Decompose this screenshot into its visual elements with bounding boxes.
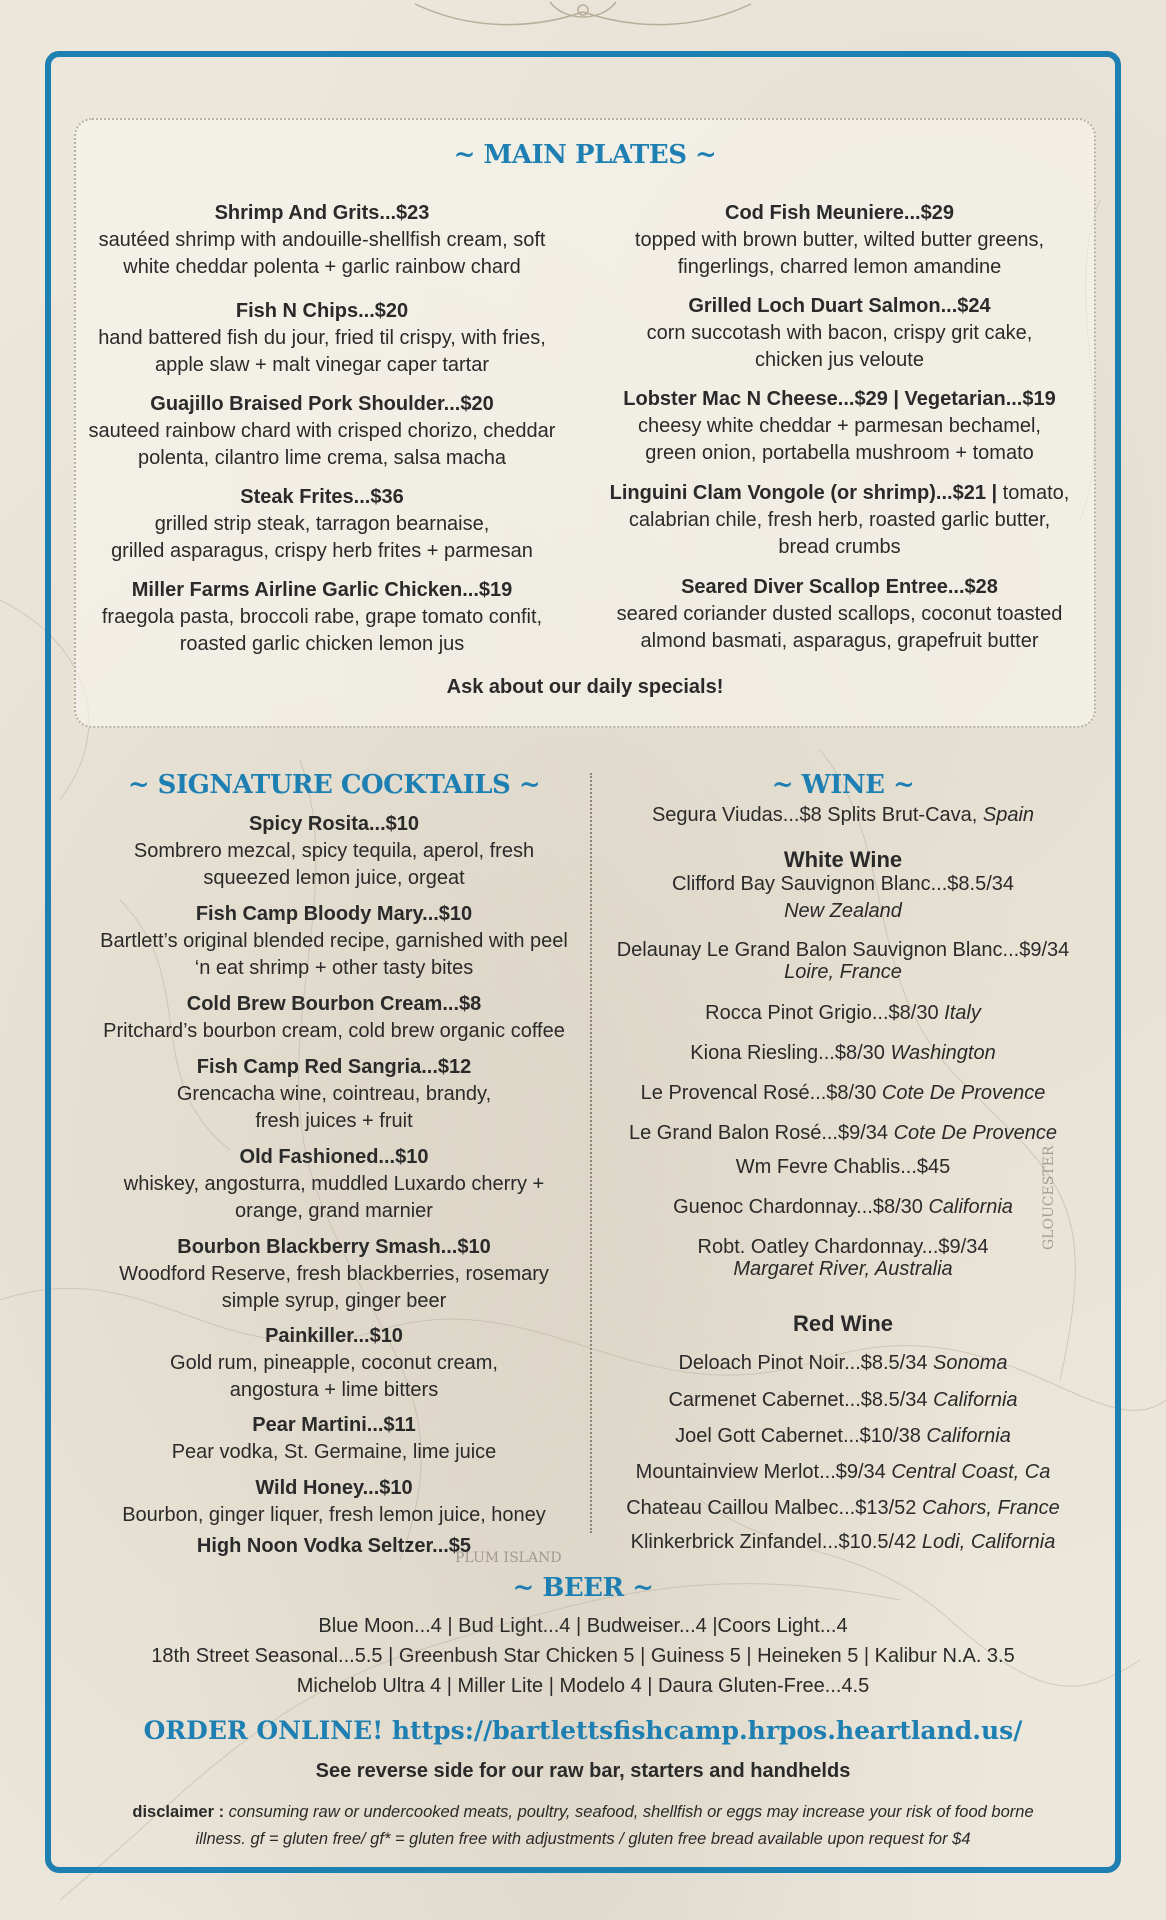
wine-item [600,1423,1086,1450]
wine-name: Guenoc Chardonnay...$8/30 [673,1196,929,1218]
wine-name: Clifford Bay Sauvignon Blanc...$8.5/34 [671,873,1015,895]
svg-text:PLUM ISLAND: PLUM ISLAND [455,1550,562,1566]
item-desc: fresh juices + fruit [255,1110,413,1132]
item-desc: green onion, portabella mushroom + tomato [645,442,1034,464]
cocktail-item [80,1475,588,1529]
item-desc: Pear vodka, St. Germaine, lime juice [171,1441,497,1463]
daily-specials-note: Ask about our daily specials! [446,676,724,698]
wine-region: Cote De Provence [881,1082,1046,1104]
menu-item [592,574,1087,655]
item-desc: roasted garlic chicken lemon jus [179,633,465,655]
beer-heading: ~ BEER ~ [512,1573,654,1603]
item-desc: grilled strip steak, tarragon bearnaise, [154,513,490,535]
wine-item [600,1080,1086,1107]
item-desc: squeezed lemon juice, orgeat [203,867,465,889]
decorative-flourish [410,0,756,28]
item-name-tail: tomato, [997,482,1070,504]
item-desc: Bartlett’s original blended recipe, garnished with peel [100,930,568,952]
wine-item [600,937,1086,986]
menu-item [78,298,566,379]
wine-region: Italy [944,1002,981,1024]
item-name: Fish Camp Bloody Mary...$10 [195,903,473,925]
item-desc: apple slaw + malt vinegar caper tartar [154,354,490,376]
item-name: Miller Farms Airline Garlic Chicken...$19 [131,579,513,601]
item-desc: calabrian chile, fresh herb, roasted garlic butter, [628,509,1051,531]
item-desc: ‘n eat shrimp + other tasty bites [194,957,474,979]
disclaimer-text: illness. gf = gluten free/ gf* = gluten free with adjustments / gluten free bread available upon request for $4 [195,1830,971,1848]
menu-item [592,386,1087,467]
item-desc: Grencacha wine, cointreau, brandy, [176,1083,492,1105]
menu-item [78,577,566,658]
item-name: Spicy Rosita...$10 [248,813,420,835]
wine-name: Rocca Pinot Grigio...$8/30 [705,1002,945,1024]
item-desc: polenta, cilantro lime crema, salsa macha [138,447,506,469]
item-desc: bread crumbs [778,536,901,558]
wine-item [600,1459,1086,1486]
wine-name: Joel Gott Cabernet...$10/38 [675,1425,927,1447]
disclaimer-text: consuming raw or undercooked meats, poultry, seafood, shellfish or eggs may increase your risk of food borne [224,1803,1034,1821]
wine-region: California [933,1389,1018,1411]
wine-name: Mountainview Merlot...$9/34 [635,1461,892,1483]
item-desc: fraegola pasta, broccoli rabe, grape tomato confit, [101,606,543,628]
wine-region: Spain [982,804,1035,826]
wine-region: Washington [890,1042,996,1064]
item-name: Painkiller...$10 [265,1325,403,1347]
item-name: Old Fashioned...$10 [239,1146,429,1168]
beer-line: Blue Moon...4 | Bud Light...4 | Budweiser...4 |Coors Light...4 [318,1615,848,1637]
menu-item [592,480,1087,561]
wine-region: Sonoma [933,1352,1008,1374]
item-desc: seared coriander dusted scallops, coconut toasted [616,603,1063,625]
wine-name: Robt. Oatley Chardonnay...$9/34 [697,1236,989,1258]
item-desc: almond basmati, asparagus, grapefruit butter [640,630,1039,652]
svg-text:GLOUCESTER: GLOUCESTER [1041,1145,1057,1250]
cocktail-item [80,1054,588,1135]
item-name: Fish Camp Red Sangria...$12 [196,1056,472,1078]
wine-name: Carmenet Cabernet...$8.5/34 [668,1389,934,1411]
cocktail-item [80,1323,588,1404]
wine-item [600,1000,1086,1027]
menu-item [592,200,1087,281]
item-desc: corn succotash with bacon, crispy grit cake, [646,322,1033,344]
wine-name: Le Provencal Rosé...$8/30 [640,1082,882,1104]
wine-name: Kiona Riesling...$8/30 [690,1042,891,1064]
wine-name: Deloach Pinot Noir...$8.5/34 [678,1352,934,1374]
menu-item [78,484,566,565]
wine-name: Le Grand Balon Rosé...$9/34 [628,1122,894,1144]
item-name: Linguini Clam Vongole (or shrimp)...$21 | [609,482,998,504]
item-name: Guajillo Braised Pork Shoulder...$20 [150,393,494,415]
menu-item [592,293,1087,374]
wine-region: Central Coast, Ca [891,1461,1051,1483]
item-desc: Gold rum, pineapple, coconut cream, [170,1352,498,1374]
item-name: Bourbon Blackberry Smash...$10 [177,1236,491,1258]
wine-item [600,1234,1086,1283]
item-desc: Woodford Reserve, fresh blackberries, rosemary [119,1263,549,1285]
item-name: Fish N Chips...$20 [235,300,409,322]
column-divider [590,773,592,1533]
wine-region: Cahors, France [921,1497,1060,1519]
red-wine-heading: Red Wine [792,1311,894,1336]
item-desc: cheesy white cheddar + parmesan bechamel, [637,415,1041,437]
wine-item [600,1120,1086,1147]
wine-item [600,1387,1086,1414]
cocktail-item [80,1412,588,1466]
item-name: Grilled Loch Duart Salmon...$24 [688,295,991,317]
cocktail-item [80,1234,588,1315]
item-desc: chicken jus veloute [755,349,924,371]
item-desc: fingerlings, charred lemon amandine [677,256,1002,278]
wine-item [600,802,1086,829]
cocktail-item [80,811,588,892]
item-desc: whiskey, angosturra, muddled Luxardo cherry + [123,1173,545,1195]
item-name-line [592,480,1087,507]
item-name: Steak Frites...$36 [240,486,404,508]
item-desc: topped with brown butter, wilted butter greens, [634,229,1045,251]
wine-name: Wm Fevre Chablis...$45 [735,1156,951,1178]
item-desc: simple syrup, ginger beer [221,1290,447,1312]
item-desc: grilled asparagus, crispy herb frites + parmesan [111,540,533,562]
white-wine-heading: White Wine [783,847,903,872]
wine-name: Segura Viudas...$8 Splits Brut-Cava, [651,804,983,826]
wine-item [600,1529,1086,1556]
wine-region: New Zealand [784,900,902,922]
item-desc: Bourbon, ginger liquer, fresh lemon juice, honey [122,1504,546,1526]
wine-region: California [926,1425,1011,1447]
wine-region: California [928,1196,1013,1218]
wine-item [600,1495,1086,1522]
item-desc: Sombrero mezcal, spicy tequila, aperol, fresh [133,840,535,862]
cocktails-heading: ~ SIGNATURE COCKTAILS ~ [127,770,541,800]
wine-heading: ~ WINE ~ [771,770,915,800]
item-desc: hand battered fish du jour, fried til crispy, with fries, [98,327,546,349]
item-desc: white cheddar polenta + garlic rainbow chard [123,256,521,278]
item-desc: orange, grand marnier [235,1200,433,1222]
cocktail-item [80,1533,588,1560]
item-desc: sautéed shrimp with andouille-shellfish cream, soft [98,229,546,251]
reverse-side-note: See reverse side for our raw bar, starters and handhelds [315,1760,851,1782]
beer-line: Michelob Ultra 4 | Miller Lite | Modelo 4 | Daura Gluten-Free...4.5 [296,1675,870,1697]
main-plates-heading: ~ MAIN PLATES ~ [453,140,717,170]
cocktail-item [80,991,588,1045]
item-desc: angostura + lime bitters [229,1379,439,1401]
wine-item [600,1040,1086,1067]
wine-region: Margaret River, Australia [733,1258,953,1280]
wine-name: Delaunay Le Grand Balon Sauvignon Blanc...$9/34 [616,939,1070,961]
item-name: Wild Honey...$10 [255,1477,413,1499]
order-online-link[interactable]: ORDER ONLINE! https://bartlettsfishcamp.hrpos.heartland.us/ [143,1716,1023,1745]
item-desc: sauteed rainbow chard with crisped chorizo, cheddar [88,420,556,442]
item-name: High Noon Vodka Seltzer...$5 [196,1535,472,1557]
item-name: Lobster Mac N Cheese...$29 | Vegetarian...$19 [623,388,1056,410]
wine-name: Chateau Caillou Malbec...$13/52 [626,1497,922,1519]
wine-region: Loire, France [784,961,902,983]
menu-item [78,200,566,281]
item-desc: Pritchard’s bourbon cream, cold brew organic coffee [103,1020,565,1042]
item-name: Seared Diver Scallop Entree...$28 [681,576,998,598]
disclaimer [100,1799,1066,1853]
item-name: Cold Brew Bourbon Cream...$8 [186,993,482,1015]
item-name: Pear Martini...$11 [252,1414,416,1436]
item-name: Cod Fish Meuniere...$29 [725,202,954,224]
menu-item [78,391,566,472]
cocktail-item [80,901,588,982]
wine-name: Klinkerbrick Zinfandel...$10.5/42 [630,1531,922,1553]
wine-item [600,1194,1086,1221]
cocktail-item [80,1144,588,1225]
wine-region: Lodi, California [921,1531,1056,1553]
beer-line: 18th Street Seasonal...5.5 | Greenbush Star Chicken 5 | Guiness 5 | Heineken 5 | Kalibur N.A. 3.5 [151,1645,1015,1667]
item-name: Shrimp And Grits...$23 [214,202,430,224]
wine-item [600,1350,1086,1377]
wine-region: Cote De Provence [893,1122,1058,1144]
wine-item [600,871,1086,925]
disclaimer-label: disclaimer : [132,1803,225,1821]
wine-item [600,1154,1086,1181]
